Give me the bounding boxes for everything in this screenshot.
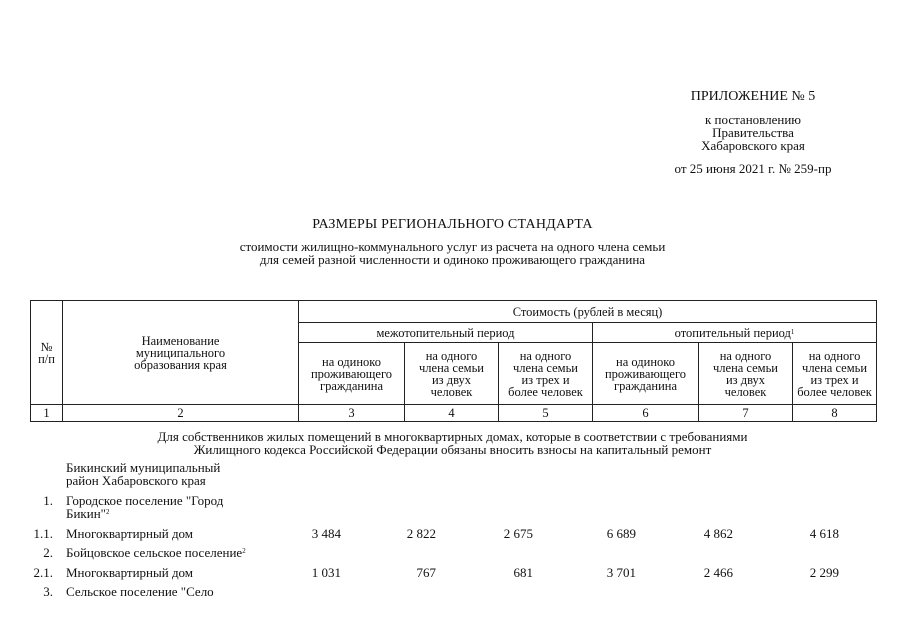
footnote-mark: 2 bbox=[242, 547, 246, 555]
cell-value: 2 675 bbox=[503, 526, 533, 541]
row-number: 3. bbox=[43, 584, 53, 599]
column-number: 1 bbox=[31, 405, 63, 422]
row-name: Бикинский муниципальный район Хабаровского края bbox=[66, 460, 221, 488]
cell-value: 3 701 bbox=[606, 565, 636, 580]
column-number: 6 bbox=[593, 405, 699, 422]
column-header-single: на одиноко проживающего гражданина bbox=[593, 343, 699, 405]
cell-value: 6 689 bbox=[606, 526, 636, 541]
row-name: Сельское поселение "Село bbox=[66, 584, 214, 599]
column-header-name: Наименование муниципального образования края bbox=[63, 301, 299, 405]
row-name: Многоквартирный дом bbox=[66, 526, 194, 541]
row-number: 1. bbox=[43, 493, 53, 508]
column-number: 7 bbox=[699, 405, 793, 422]
appendix-block bbox=[600, 90, 905, 175]
appendix-line: Хабаровского края bbox=[701, 138, 805, 153]
row-number: 1.1. bbox=[33, 526, 53, 541]
row-number: 2. bbox=[43, 545, 53, 560]
column-header-period-heating: отопительный период$^1$ bbox=[593, 323, 877, 343]
row-number: 2.1. bbox=[33, 565, 53, 580]
cell-value: 2 466 bbox=[703, 565, 733, 580]
appendix-line: Правительства bbox=[712, 125, 794, 140]
section-note: Для собственников жилых помещений в многоквартирных домах, которые в соответствии с требованиями Жилищного кодекса Российской Федерации обязаны вносить взносы на капитальный ремонт bbox=[157, 429, 748, 457]
column-header-number: № п/п bbox=[31, 301, 63, 405]
cell-value: 2 822 bbox=[406, 526, 436, 541]
column-header-three: на одного члена семьи из трех и более человек bbox=[499, 343, 593, 405]
cell-value: 767 bbox=[416, 565, 436, 580]
column-number: 4 bbox=[405, 405, 499, 422]
cell-value: 4 618 bbox=[809, 526, 839, 541]
cell-value: 681 bbox=[513, 565, 533, 580]
appendix-date: от 25 июня 2021 г. № 259-пр bbox=[674, 161, 832, 176]
document-subtitle: стоимости жилищно-коммунального услуг из расчета на одного члена семьи bbox=[239, 239, 666, 254]
document-title-block bbox=[0, 218, 905, 266]
document-title: РАЗМЕРЫ РЕГИОНАЛЬНОГО СТАНДАРТА bbox=[312, 217, 593, 232]
cell-value: 3 484 bbox=[311, 526, 341, 541]
column-number: 8 bbox=[793, 405, 877, 422]
column-number: 3 bbox=[299, 405, 405, 422]
column-number: 5 bbox=[499, 405, 593, 422]
column-header-single: на одиноко проживающего гражданина bbox=[299, 343, 405, 405]
column-header-three: на одного члена семьи из трех и более человек bbox=[793, 343, 877, 405]
cell-value: 1 031 bbox=[311, 565, 341, 580]
column-header-two: на одного члена семьи из двух человек bbox=[699, 343, 793, 405]
standards-table-header bbox=[30, 300, 877, 422]
footnote-mark: 1 bbox=[790, 327, 795, 336]
appendix-title: ПРИЛОЖЕНИЕ № 5 bbox=[690, 89, 816, 104]
row-name: Городское поселение "Город Бикин"$^2$ bbox=[66, 493, 224, 521]
column-header-cost: Стоимость (рублей в месяц) bbox=[299, 301, 877, 323]
row-name: Многоквартирный дом bbox=[66, 565, 194, 580]
column-header-period-between: межотопительный период bbox=[299, 323, 593, 343]
cell-value: 4 862 bbox=[703, 526, 733, 541]
column-header-two: на одного члена семьи из двух человек bbox=[405, 343, 499, 405]
cell-value: 2 299 bbox=[809, 565, 839, 580]
column-number: 2 bbox=[63, 405, 299, 422]
document-subtitle: для семей разной численности и одиноко проживающего гражданина bbox=[259, 252, 646, 267]
row-name: Бойцовское сельское поселение$^2$ bbox=[66, 545, 246, 560]
appendix-line: к постановлению bbox=[704, 112, 802, 127]
footnote-mark: 2 bbox=[105, 508, 110, 516]
